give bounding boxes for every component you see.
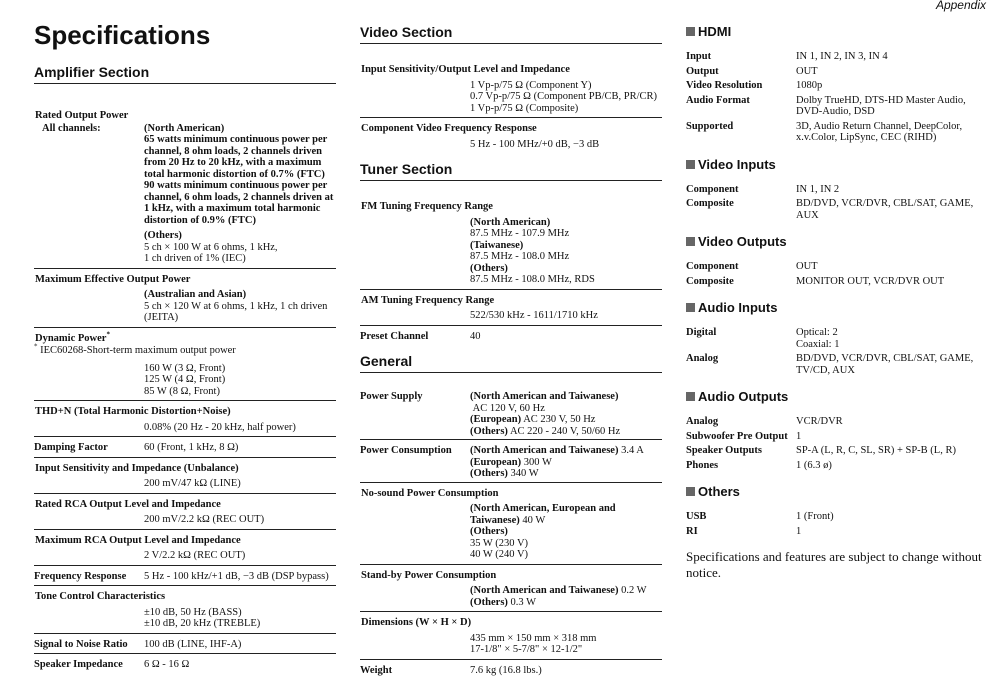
- dynamic-power-value-2: 125 W (4 Ω, Front): [144, 374, 226, 385]
- vi-label-1: Composite: [686, 198, 734, 209]
- fm-na-tag: (North American): [470, 216, 551, 228]
- max-effective-line-1: 5 ch × 120 W at 6 ohms, 1 kHz, 1 ch driven: [144, 300, 328, 312]
- tuner-heading: Tuner Section: [360, 161, 662, 181]
- footer-note: Specifications and features are subject to change without notice.: [686, 549, 982, 580]
- thd-label: THD+N (Total Harmonic Distortion+Noise): [35, 406, 231, 417]
- sb-value-2: 0.3 W: [510, 596, 537, 608]
- power-consumption-label: Power Consumption: [360, 445, 452, 456]
- all-channels-label: All channels:: [42, 122, 101, 134]
- speaker-imp-label: Speaker Impedance: [34, 659, 123, 670]
- section-marker-icon: [686, 237, 695, 246]
- ai-value-0: Optical: 2: [796, 327, 838, 338]
- dynamic-power-value-3: 85 W (8 Ω, Front): [144, 385, 220, 397]
- section-marker-icon: [686, 392, 695, 401]
- dimensions-line-2: 17-1/8" × 5-7/8" × 12-1/2": [470, 644, 583, 655]
- ao-value-0: VCR/DVR: [796, 416, 843, 427]
- hdmi-value-1: OUT: [796, 65, 818, 77]
- ot-value-1: 1: [796, 525, 802, 537]
- section-marker-icon: [686, 160, 695, 169]
- hdmi-label-2: Video Resolution: [686, 80, 763, 91]
- dimensions-line-1: 435 mm × 150 mm × 318 mm: [470, 632, 597, 644]
- general-heading: General: [360, 353, 662, 373]
- dynamic-power-value-1: 160 W (3 Ω, Front): [144, 362, 226, 374]
- snr-value: 100 dB (LINE, IHF-A): [144, 638, 242, 650]
- dynamic-power-note: IEC60268-Short-term maximum output power: [40, 345, 236, 356]
- no-sound-label: No-sound Power Consumption: [361, 487, 499, 499]
- video-input-sens-1: 1 Vp-p/75 Ω (Component Y): [470, 79, 592, 91]
- ps-value-3: AC 220 - 240 V, 50/60 Hz: [509, 425, 621, 437]
- fm-ot-tag: (Others): [470, 262, 508, 274]
- ns-tag-1: (North American, European and Taiwanese): [470, 503, 616, 526]
- comp-freq-value: 5 Hz - 100 MHz/+0 dB, −3 dB: [470, 138, 600, 150]
- ai-label-2: Analog: [686, 353, 719, 364]
- pc-value-2: 300 W: [523, 456, 552, 468]
- fm-na-value: 87.5 MHz - 107.9 MHz: [470, 228, 570, 239]
- power-supply-label: Power Supply: [360, 391, 423, 402]
- video-input-sens-label: Input Sensitivity/Output Level and Impedance: [361, 64, 570, 75]
- hdmi-value-4: 3D, Audio Return Channel, DeepColor, x.v.Color, LipSync, CEC (RIHD): [796, 120, 963, 143]
- vo-label-1: Composite: [686, 275, 734, 287]
- audio-inputs-heading: Audio Inputs: [698, 300, 778, 315]
- fm-tw-value: 87.5 MHz - 108.0 MHz: [470, 251, 570, 262]
- freq-resp-value: 5 Hz - 100 kHz/+1 dB, −3 dB (DSP bypass): [144, 570, 329, 582]
- vo-label-0: Component: [686, 261, 739, 272]
- others-tag: (Others): [144, 230, 182, 241]
- dimensions-label: Dimensions (W × H × D): [361, 617, 472, 628]
- comp-freq-label: Component Video Frequency Response: [361, 123, 537, 134]
- ps-tag-3: (Others): [470, 425, 508, 437]
- ai-label-0: Digital: [686, 327, 717, 338]
- ps-tag-2: (European): [470, 414, 522, 425]
- section-marker-icon: [686, 303, 695, 312]
- ns-tag-2: (Others): [470, 526, 508, 537]
- standby-label: Stand-by Power Consumption: [361, 569, 497, 581]
- na-text-1: 65 watts minimum continuous power per channel, 8 ohm loads, 2 channels driven from 20 Hz to 20 kHz, with a maximum total harmonic distortion of 0.7% (FTC): [144, 134, 328, 180]
- vo-value-0: OUT: [796, 261, 818, 272]
- damping-value: 60 (Front, 1 kHz, 8 Ω): [144, 442, 239, 453]
- ot-label-0: USB: [686, 511, 707, 522]
- ps-value-2: AC 230 V, 50 Hz: [523, 414, 596, 425]
- ao-label-2: Speaker Outputs: [686, 445, 762, 456]
- pc-tag-1: (North American and Taiwanese): [470, 445, 619, 456]
- ao-value-1: 1: [796, 430, 802, 442]
- na-text-2: 90 watts minimum continuous power per channel, 6 ohm loads, 2 channels driven at 1 kHz, with a maximum total harmonic distortion of 0.9% (FTC): [144, 180, 334, 226]
- hdmi-value-2: 1080p: [796, 80, 823, 91]
- am-value: 522/530 kHz - 1611/1710 kHz: [470, 310, 598, 321]
- ai-value-1: Coaxial: 1: [796, 338, 840, 350]
- audio-outputs-heading: Audio Outputs: [698, 389, 789, 404]
- sb-value-1: 0.2 W: [621, 585, 647, 596]
- tone-label: Tone Control Characteristics: [35, 591, 166, 602]
- na-tag: (North American): [144, 122, 225, 134]
- ns-value-2b: 40 W (240 V): [470, 549, 529, 560]
- video-inputs-heading: Video Inputs: [698, 156, 776, 172]
- rca-rated-value: 200 mV/2.2 kΩ (REC OUT): [144, 514, 265, 525]
- preset-label: Preset Channel: [360, 330, 429, 342]
- pc-tag-3: (Others): [470, 468, 508, 479]
- max-effective-label: Maximum Effective Output Power: [35, 273, 191, 285]
- rca-max-label: Maximum RCA Output Level and Impedance: [35, 534, 241, 546]
- pc-tag-2: (European): [470, 456, 522, 468]
- snr-label: Signal to Noise Ratio: [34, 638, 128, 650]
- ai-value-2: BD/DVD, VCR/DVR, CBL/SAT, GAME, TV/CD, AUX: [796, 353, 974, 376]
- tone-line-1: ±10 dB, 50 Hz (BASS): [144, 606, 242, 618]
- ao-value-3: 1 (6.3 ø): [796, 459, 832, 471]
- pc-value-3: 340 W: [510, 468, 539, 479]
- video-outputs-heading: Video Outputs: [698, 234, 787, 249]
- vi-value-0: IN 1, IN 2: [796, 183, 840, 195]
- fm-tw-tag: (Taiwanese): [470, 239, 524, 251]
- ot-label-1: RI: [686, 525, 698, 537]
- am-label: AM Tuning Frequency Range: [361, 294, 495, 306]
- input-sens-value: 200 mV/47 kΩ (LINE): [144, 478, 241, 489]
- hdmi-value-0: IN 1, IN 2, IN 3, IN 4: [796, 51, 888, 62]
- input-sens-label: Input Sensitivity and Impedance (Unbalance): [35, 462, 239, 474]
- weight-value: 7.6 kg (16.8 lbs.): [470, 664, 542, 676]
- sb-tag-2: (Others): [470, 596, 508, 608]
- others-line-2: 1 ch driven of 1% (IEC): [144, 253, 246, 264]
- hdmi-label-0: Input: [686, 51, 712, 62]
- ao-label-3: Phones: [686, 459, 719, 471]
- appendix-label: Appendix: [935, 0, 986, 12]
- others-heading: Others: [698, 484, 740, 499]
- ps-tag-1: (North American and Taiwanese): [470, 391, 619, 402]
- video-input-sens-3: 1 Vp-p/75 Ω (Composite): [470, 102, 579, 114]
- sb-tag-1: (North American and Taiwanese): [470, 585, 619, 596]
- page-title: Specifications: [34, 20, 211, 50]
- thd-value: 0.08% (20 Hz - 20 kHz, half power): [144, 421, 296, 433]
- hdmi-label-4: Supported: [686, 120, 734, 132]
- ns-value-2a: 35 W (230 V): [470, 537, 529, 549]
- pc-value-1: 3.4 A: [621, 445, 644, 456]
- vi-label-0: Component: [686, 183, 739, 195]
- hdmi-value-3: Dolby TrueHD, DTS-HD Master Audio, DVD-Audio, DSD: [796, 94, 966, 117]
- max-effective-line-2: (JEITA): [144, 312, 179, 323]
- preset-value: 40: [470, 330, 481, 342]
- others-line-1: 5 ch × 100 W at 6 ohms, 1 kHz,: [144, 241, 278, 253]
- damping-label: Damping Factor: [34, 442, 108, 453]
- max-effective-tag: (Australian and Asian): [144, 289, 247, 300]
- video-input-sens-2: 0.7 Vp-p/75 Ω (Component PB/CB, PR/CR): [470, 91, 658, 102]
- video-heading: Video Section: [360, 24, 662, 44]
- ai-label-1: [686, 339, 796, 351]
- section-marker-icon: [686, 487, 695, 496]
- fm-label: FM Tuning Frequency Range: [361, 201, 493, 212]
- weight-label: Weight: [360, 664, 393, 676]
- ao-label-1: Subwoofer Pre Output: [686, 430, 788, 442]
- hdmi-label-1: Output: [686, 65, 719, 77]
- vo-value-1: MONITOR OUT, VCR/DVR OUT: [796, 275, 945, 287]
- fm-ot-value: 87.5 MHz - 108.0 MHz, RDS: [470, 274, 595, 285]
- rca-rated-label: Rated RCA Output Level and Impedance: [35, 498, 221, 510]
- freq-resp-label: Frequency Response: [34, 570, 127, 582]
- amplifier-heading: Amplifier Section: [34, 64, 336, 84]
- section-marker-icon: [686, 27, 695, 36]
- ps-value-1: AC 120 V, 60 Hz: [472, 402, 545, 414]
- rca-max-value: 2 V/2.2 kΩ (REC OUT): [144, 550, 246, 561]
- ns-value-1: 40 W: [522, 514, 546, 526]
- ao-label-0: Analog: [686, 416, 719, 427]
- speaker-imp-value: 6 Ω - 16 Ω: [144, 659, 190, 670]
- tone-line-2: ±10 dB, 20 kHz (TREBLE): [144, 618, 261, 629]
- hdmi-heading: HDMI: [698, 24, 732, 39]
- dynamic-power-label: Dynamic Power: [35, 332, 107, 344]
- vi-value-1: BD/DVD, VCR/DVR, CBL/SAT, GAME, AUX: [796, 198, 974, 221]
- ao-value-2: SP-A (L, R, C, SL, SR) + SP-B (L, R): [796, 445, 956, 456]
- rated-output-label: Rated Output Power: [35, 110, 129, 121]
- hdmi-label-3: Audio Format: [686, 94, 750, 106]
- ot-value-0: 1 (Front): [796, 511, 834, 522]
